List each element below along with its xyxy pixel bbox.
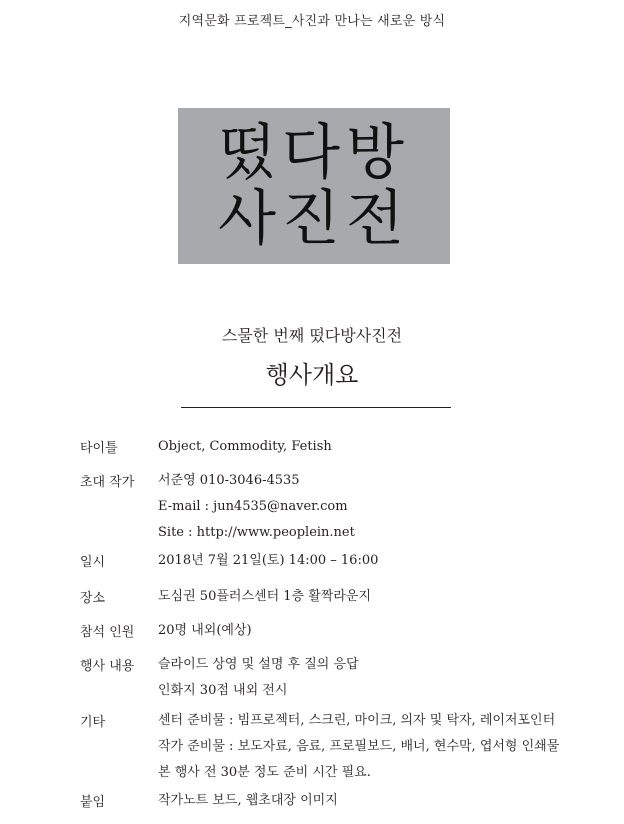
info-values <box>158 471 598 549</box>
divider <box>181 407 451 408</box>
info-value: 슬라이드 상영 및 설명 후 질의 응답 <box>158 657 359 672</box>
info-values <box>158 551 598 577</box>
info-label: 행사 내용 <box>80 659 135 674</box>
title-line-1: 떴다방 <box>218 118 410 188</box>
info-label: 일시 <box>80 555 106 570</box>
info-value: 인화지 30점 내외 전시 <box>158 683 288 698</box>
info-value: 20명 내외(예상) <box>158 623 252 638</box>
info-values <box>158 711 598 789</box>
info-value: Site : http://www.peoplein.net <box>158 525 355 540</box>
info-label: 타이틀 <box>80 441 118 456</box>
info-value: 본 행사 전 30분 정도 준비 시간 필요. <box>158 765 371 780</box>
info-label: 기타 <box>80 715 106 730</box>
info-values <box>158 437 598 463</box>
info-value: 서준영 010-3046-4535 <box>158 473 300 488</box>
info-values <box>158 621 598 647</box>
title-line-2: 사진전 <box>218 184 410 254</box>
info-values <box>158 587 598 613</box>
info-value: 센터 준비물 : 빔프로젝터, 스크린, 마이크, 의자 및 탁자, 레이저포인터 <box>158 713 556 728</box>
section-title: 행사개요 <box>265 361 359 389</box>
info-value: 작가 준비물 : 보도자료, 음료, 프로필보드, 배너, 현수막, 엽서형 인쇄물 <box>158 739 560 754</box>
info-values <box>158 655 598 707</box>
info-label: 초대 작가 <box>80 475 135 490</box>
info-value: 작가노트 보드, 웹초대장 이미지 <box>158 793 338 808</box>
title-box <box>178 108 450 264</box>
document-header: 지역문화 프로젝트_사진과 만나는 새로운 방식 <box>178 14 446 29</box>
info-value: Object, Commodity, Fetish <box>158 439 332 454</box>
info-value: E-mail : jun4535@naver.com <box>158 499 348 514</box>
info-label: 붙임 <box>80 795 106 810</box>
info-label: 참석 인원 <box>80 625 135 640</box>
info-label: 장소 <box>80 591 106 606</box>
info-value: 2018년 7월 21일(토) 14:00 – 16:00 <box>158 553 379 568</box>
info-values <box>158 791 598 817</box>
event-subtitle: 스물한 번째 떴다방사진전 <box>221 326 403 345</box>
info-value: 도심권 50플러스센터 1층 활짝라운지 <box>158 589 372 604</box>
